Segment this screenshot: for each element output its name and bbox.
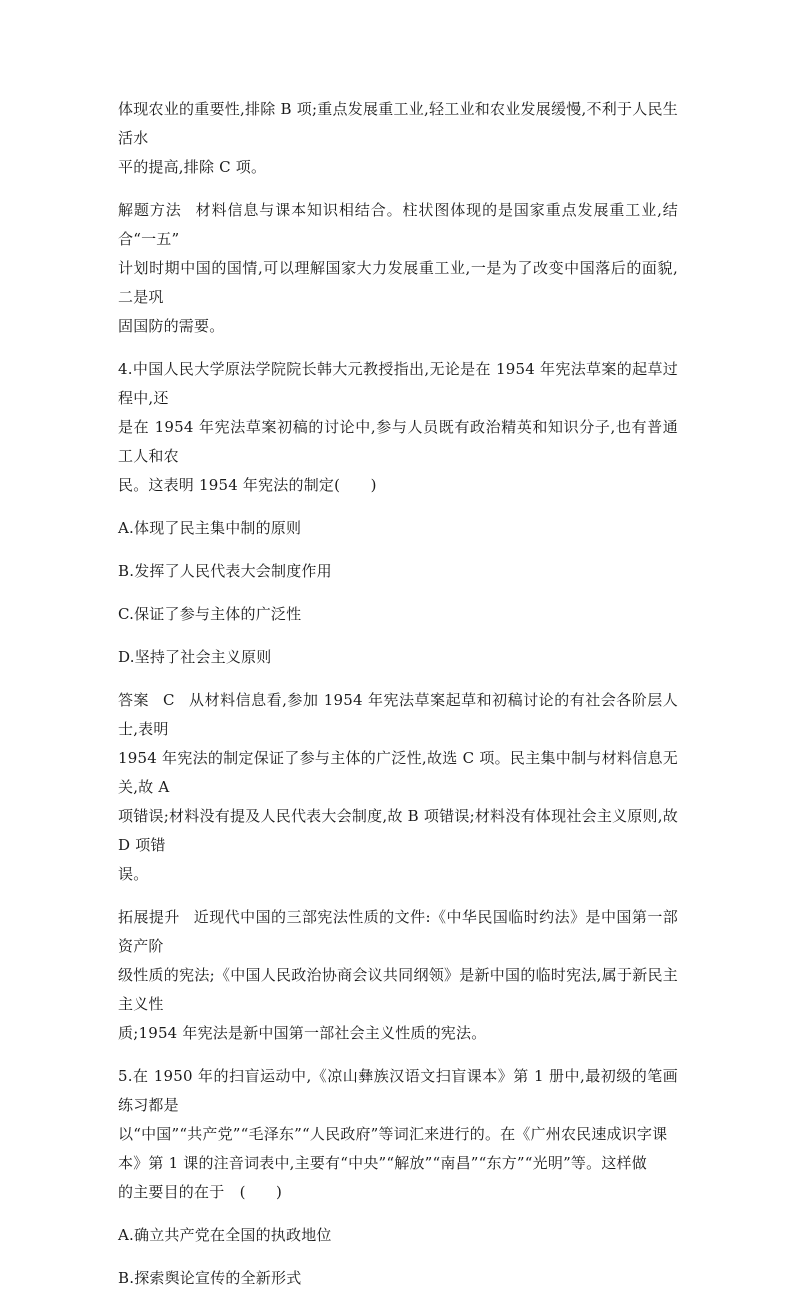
q4-stem-line: 是在 1954 年宪法草案初稿的讨论中,参与人员既有政治精英和知识分子,也有普通工人和农 <box>118 418 678 465</box>
q4-option-b: B.发挥了人民代表大会制度作用 <box>118 562 332 580</box>
q5-option-b: B.探索舆论宣传的全新形式 <box>118 1269 302 1287</box>
q3-method-line <box>118 196 678 254</box>
q4-option-c: C.保证了参与主体的广泛性 <box>118 605 302 623</box>
document-page <box>118 95 678 1293</box>
q3-method-line: 计划时期中国的国情,可以理解国家大力发展重工业,一是为了改变中国落后的面貌,二是巩 <box>118 259 678 306</box>
q4-option-a: A.体现了民主集中制的原则 <box>118 519 302 537</box>
q5-stem-line: 5.在 1950 年的扫盲运动中,《凉山彝族汉语文扫盲课本》第 1 册中,最初级的笔画练习都是 <box>118 1067 678 1114</box>
method-text: 材料信息与课本知识相结合。柱状图体现的是国家重点发展重工业,结合“一五” <box>118 201 678 248</box>
q3-method-line: 固国防的需要。 <box>118 317 225 335</box>
extend-text: 近现代中国的三部宪法性质的文件:《中华民国临时约法》是中国第一部资产阶 <box>118 908 678 955</box>
answer-letter: C <box>163 691 175 709</box>
q4-answer-line: 项错误;材料没有提及人民代表大会制度,故 B 项错误;材料没有体现社会主义原则,故 D 项错 <box>118 807 678 854</box>
method-label: 解题方法 <box>118 201 182 219</box>
q4-stem-line: 4.中国人民大学原法学院院长韩大元教授指出,无论是在 1954 年宪法草案的起草过程中,还 <box>118 360 678 407</box>
q4-extend-line <box>118 903 678 961</box>
q4-extend-line: 质;1954 年宪法是新中国第一部社会主义性质的宪法。 <box>118 1024 487 1042</box>
extend-label: 拓展提升 <box>118 908 180 926</box>
q5-option-a: A.确立共产党在全国的执政地位 <box>118 1226 332 1244</box>
q4-answer-line: 1954 年宪法的制定保证了参与主体的广泛性,故选 C 项。民主集中制与材料信息无关,故 A <box>118 749 678 796</box>
q4-answer-line <box>118 686 678 744</box>
q3-explanation-line: 体现农业的重要性,排除 B 项;重点发展重工业,轻工业和农业发展缓慢,不利于人民生活水 <box>118 100 678 147</box>
q5-stem-line: 的主要目的在于 ( ) <box>118 1183 283 1201</box>
q4-extend-line: 级性质的宪法;《中国人民政治协商会议共同纲领》是新中国的临时宪法,属于新民主主义性 <box>118 966 678 1013</box>
q5-stem-line: 以“中国”“共产党”“毛泽东”“人民政府”等词汇来进行的。在《广州农民速成识字课 <box>118 1125 668 1143</box>
q4-option-d: D.坚持了社会主义原则 <box>118 648 272 666</box>
q4-stem-line: 民。这表明 1954 年宪法的制定( ) <box>118 476 377 494</box>
q3-explanation-line: 平的提高,排除 C 项。 <box>118 158 267 176</box>
answer-text: 从材料信息看,参加 1954 年宪法草案起草和初稿讨论的有社会各阶层人士,表明 <box>118 691 679 738</box>
answer-label: 答案 <box>118 691 150 709</box>
q5-stem-line: 本》第 1 课的注音词表中,主要有“中央”“解放”“南昌”“东方”“光明”等。这样做 <box>118 1154 647 1172</box>
q4-answer-line: 误。 <box>118 865 149 883</box>
